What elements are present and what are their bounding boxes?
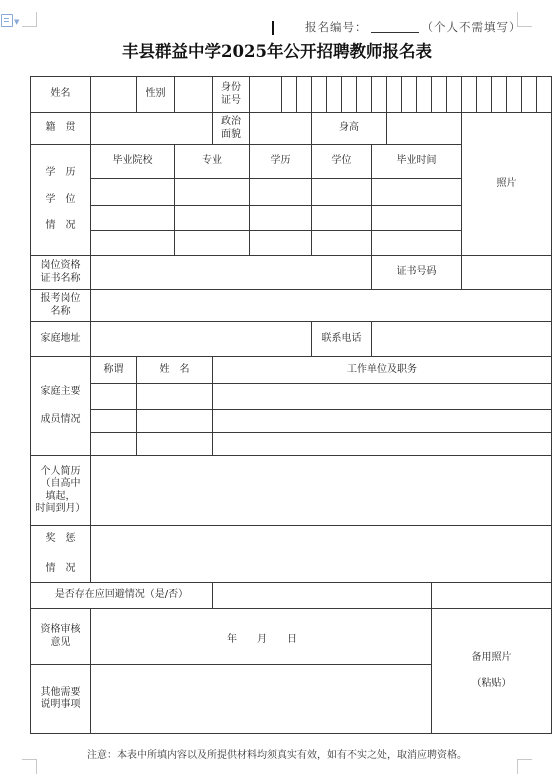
education-cell[interactable] <box>91 206 175 231</box>
id-digit-cell[interactable] <box>282 77 297 113</box>
spare-photo-box[interactable] <box>432 609 552 734</box>
avoidance-extra[interactable] <box>432 583 552 609</box>
paste-label: （粘贴） <box>471 678 512 689</box>
name-field[interactable] <box>91 77 137 113</box>
date-month: 月 <box>257 634 267 646</box>
name-label: 姓名 <box>31 77 91 113</box>
col-header-school: 毕业院校 <box>91 145 175 179</box>
phone-field[interactable] <box>372 322 552 357</box>
cert-number-field[interactable] <box>462 256 552 290</box>
education-cell[interactable] <box>312 206 372 231</box>
cert-name-label <box>31 256 91 290</box>
awards-field[interactable] <box>91 526 552 583</box>
id-label-line2: 证号 <box>221 94 241 106</box>
applied-position-label <box>31 290 91 322</box>
id-digit-cell[interactable] <box>312 77 327 113</box>
family-cell[interactable] <box>91 433 137 456</box>
id-digit-cell[interactable] <box>447 77 462 113</box>
document-icon[interactable] <box>1 14 13 27</box>
family-cell[interactable] <box>91 384 137 410</box>
family-cell[interactable] <box>213 410 552 433</box>
family-label-line2: 成员情况 <box>40 414 81 425</box>
date-year: 年 <box>227 634 237 646</box>
review-field[interactable] <box>91 609 432 665</box>
review-date <box>207 634 297 647</box>
education-cell[interactable] <box>250 179 312 206</box>
political-status-label <box>213 113 250 145</box>
resume-label <box>31 456 91 526</box>
text-cursor <box>272 21 274 35</box>
family-cell[interactable] <box>213 433 552 456</box>
resume-label-line2: （自高中 <box>40 478 81 489</box>
cert-label-line1: 岗位资格 <box>40 260 81 271</box>
resume-label-line1: 个人简历 <box>40 465 81 477</box>
home-address-field[interactable] <box>91 322 312 357</box>
education-cell[interactable] <box>372 179 462 206</box>
gender-field[interactable] <box>175 77 213 113</box>
resume-field[interactable] <box>91 456 552 526</box>
col-header-graduation-time: 毕业时间 <box>372 145 462 179</box>
page-title: 丰县群益中学2025年公开招聘教师报名表 <box>122 42 432 61</box>
gender-label: 性别 <box>137 77 175 113</box>
col-header-workplace: 工作单位及职务 <box>213 357 552 384</box>
id-digit-cell[interactable] <box>417 77 432 113</box>
review-label <box>31 609 91 665</box>
id-digit-cell[interactable] <box>342 77 357 113</box>
resume-label-line4: 时间到月） <box>35 503 86 514</box>
col-header-relation: 称谓 <box>91 357 137 384</box>
id-label-line1: 身份 <box>221 82 241 93</box>
col-header-member-name: 姓 名 <box>137 357 213 384</box>
page-corner-mark <box>517 759 532 774</box>
review-label-line2: 意见 <box>50 636 71 648</box>
reg-label: 报名编号： <box>305 20 368 34</box>
cert-number-label: 证书号码 <box>372 256 462 290</box>
education-cell[interactable] <box>91 231 175 256</box>
cert-label-line2: 证书名称 <box>40 272 81 284</box>
id-digit-cell[interactable] <box>372 77 387 113</box>
photo-box[interactable]: 照片 <box>462 113 552 256</box>
political-status-field[interactable] <box>250 113 312 145</box>
id-digit-cell[interactable] <box>462 77 477 113</box>
id-digit-cell[interactable] <box>357 77 372 113</box>
height-field[interactable] <box>387 113 462 145</box>
page-corner-mark <box>22 759 37 774</box>
native-place-field[interactable] <box>91 113 213 145</box>
id-digit-cell[interactable] <box>537 77 552 113</box>
education-cell[interactable] <box>312 179 372 206</box>
other-label-line1: 其他需要 <box>40 686 81 698</box>
phone-label: 联系电话 <box>312 322 372 357</box>
education-cell[interactable] <box>175 206 250 231</box>
education-cell[interactable] <box>312 231 372 256</box>
height-label: 身高 <box>312 113 387 145</box>
education-label <box>31 145 91 256</box>
education-cell[interactable] <box>250 206 312 231</box>
id-digit-cell[interactable] <box>522 77 537 113</box>
review-label-line1: 资格审核 <box>40 624 81 635</box>
id-digit-cell[interactable] <box>432 77 447 113</box>
family-cell[interactable] <box>137 410 213 433</box>
application-form-table <box>30 76 552 734</box>
family-cell[interactable] <box>91 410 137 433</box>
col-header-degree: 学位 <box>312 145 372 179</box>
education-label-line3: 情 况 <box>45 220 76 232</box>
spare-photo-label: 备用照片 <box>471 651 512 663</box>
awards-label-line2: 情 况 <box>45 563 76 574</box>
education-cell[interactable] <box>175 231 250 256</box>
avoidance-field[interactable] <box>213 583 432 609</box>
id-number-label <box>213 77 250 113</box>
awards-label <box>31 526 91 583</box>
id-digit-cell[interactable] <box>477 77 492 113</box>
other-label-line2: 说明事项 <box>40 699 81 710</box>
id-digit-cell[interactable] <box>327 77 342 113</box>
id-digit-cell[interactable] <box>250 77 282 113</box>
reg-blank[interactable] <box>371 20 419 33</box>
family-cell[interactable] <box>137 384 213 410</box>
education-label-line2: 学 位 <box>45 193 76 205</box>
position-label-line1: 报考岗位 <box>40 293 81 304</box>
family-label-line1: 家庭主要 <box>40 385 81 397</box>
registration-number <box>305 19 522 35</box>
education-cell[interactable] <box>91 179 175 206</box>
reg-note: （个人不需填写） <box>421 20 522 34</box>
education-cell[interactable] <box>372 206 462 231</box>
page-corner-mark <box>22 12 37 27</box>
id-digit-cell[interactable] <box>387 77 402 113</box>
home-address-label: 家庭地址 <box>31 322 91 357</box>
native-place-label: 籍 贯 <box>31 113 91 145</box>
id-digit-cell[interactable] <box>507 77 522 113</box>
education-cell[interactable] <box>175 179 250 206</box>
position-label-line2: 名称 <box>50 305 71 317</box>
id-digit-cell[interactable] <box>297 77 312 113</box>
id-digit-cell[interactable] <box>492 77 507 113</box>
family-cell[interactable] <box>213 384 552 410</box>
other-notes-field[interactable] <box>91 665 432 734</box>
id-digit-cell[interactable] <box>402 77 417 113</box>
political-label-line2: 面貌 <box>221 128 241 140</box>
education-label-line1: 学 历 <box>45 167 76 179</box>
education-cell[interactable] <box>372 231 462 256</box>
avoidance-label: 是否存在应回避情况（是/否） <box>31 583 213 609</box>
applied-position-field[interactable] <box>91 290 552 322</box>
chevron-down-icon[interactable]: ▼ <box>14 18 20 26</box>
date-day: 日 <box>287 634 297 646</box>
resume-label-line3: 填起， <box>45 490 76 502</box>
education-cell[interactable] <box>250 231 312 256</box>
other-notes-label <box>31 665 91 734</box>
family-cell[interactable] <box>137 433 213 456</box>
col-header-degree-level: 学历 <box>250 145 312 179</box>
political-label-line1: 政治 <box>221 116 241 127</box>
family-label <box>31 357 91 456</box>
cert-name-field[interactable] <box>91 256 372 290</box>
footer-note: 注意：本表中所填内容以及所提供材料均须真实有效，如有不实之处，取消应聘资格。 <box>87 750 467 761</box>
awards-label-line1: 奖 惩 <box>45 532 76 544</box>
col-header-major: 专业 <box>175 145 250 179</box>
